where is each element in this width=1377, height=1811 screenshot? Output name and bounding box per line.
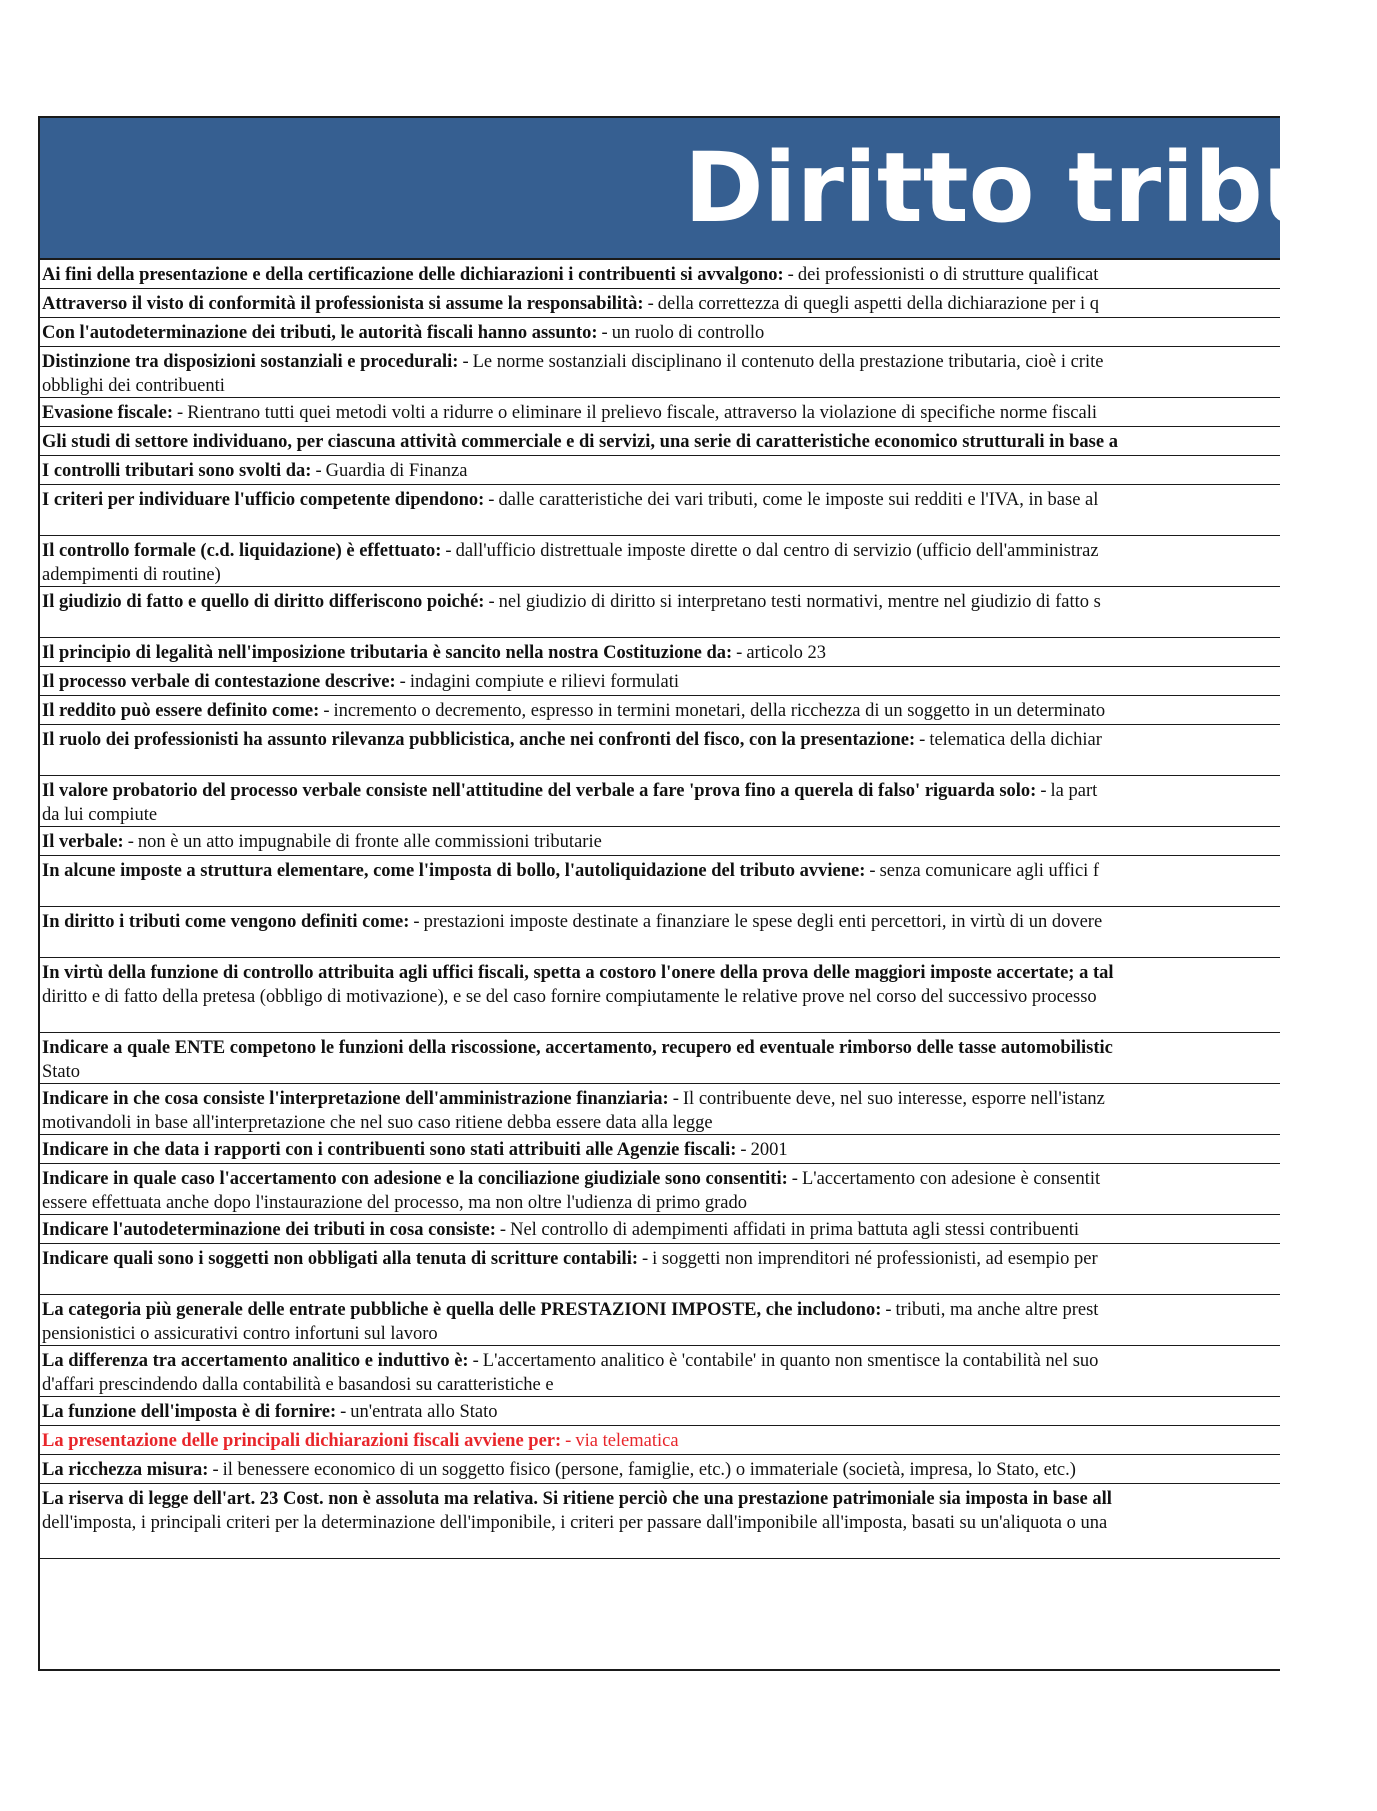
row-line [42,265,1098,285]
table-row [40,667,1280,696]
answer-text: 2001 [750,1140,788,1160]
row-line [42,1169,1100,1189]
answer-text: tributi, ma anche altre prest [895,1300,1099,1320]
answer-text: telematica della dichiar [929,730,1102,750]
row-line [42,701,1105,721]
answer-text: senza comunicare agli uffici f [879,861,1100,881]
answer-text: Il contribuente deve, nel suo interesse, esporre nell'istanz [682,1089,1105,1109]
separator: - [177,403,184,423]
answer-text: Rientrano tutti quei metodi volti a ridurre o eliminare il prelievo fiscale, attraverso la violazione di specifiche norme fiscali [187,403,1097,423]
row-line [42,403,1097,423]
table-row [40,456,1280,485]
answer-continuation: Stato [42,1062,81,1082]
row-line [42,1140,788,1160]
separator: - [399,672,406,692]
question-text: In virtù della funzione di controllo attribuita agli uffici fiscali, spetta a costoro l'onere della prova delle maggiori imposte accertate; a tal [42,963,1114,983]
question-text: Indicare in quale caso l'accertamento con adesione e la conciliazione giudiziale sono consentiti: [42,1169,788,1189]
separator: - [1040,781,1047,801]
table-row [40,587,1280,638]
row-line [42,1220,1079,1240]
separator: - [869,861,876,881]
separator: - [340,1402,347,1422]
separator: - [885,1300,892,1320]
separator: - [462,352,469,372]
separator: - [736,643,743,663]
row-line [42,294,1099,314]
row-line [42,1300,1098,1320]
row-line [42,912,1102,932]
row-line [42,1351,1098,1371]
question-text: Indicare l'autodeterminazione dei tributi in cosa consiste: [42,1220,496,1240]
answer-text: L'accertamento con adesione è consentit [801,1169,1101,1189]
table-row [40,1084,1280,1135]
answer-text: non è un atto impugnabile di fronte alle commissioni tributarie [137,832,602,852]
table-row [40,907,1280,958]
row-line [42,323,764,343]
question-text: Il principio di legalità nell'imposizione tributaria è sancito nella nostra Costituzione da: [42,643,733,663]
question-text: La riserva di legge dell'art. 23 Cost. non è assoluta ma relativa. Si ritiene perciò che una prestazione patrimoniale sia imposta in base all [42,1489,1112,1509]
answer-text: Guardia di Finanza [325,461,468,481]
question-text: Il ruolo dei professionisti ha assunto rilevanza pubblicistica, anche nei confronti del fisco, con la presentazione: [42,730,916,750]
answer-text: un ruolo di controllo [611,323,765,343]
question-text: Evasione fiscale: [42,403,174,423]
answer-text: nel giudizio di diritto si interpretano testi normativi, mentre nel giudizio di fatto s [498,592,1101,612]
table-row [40,696,1280,725]
row-line [42,1249,1098,1269]
question-text: Ai fini della presentazione e della certificazione delle dichiarazioni i contribuenti si avvalgono: [42,265,784,285]
table-row [40,1215,1280,1244]
table-row [40,856,1280,907]
row-line [42,1089,1105,1109]
row-line [42,963,1114,983]
table-row [40,347,1280,398]
page-title: Diritto tribut [684,132,1377,244]
row-line [42,1431,679,1451]
separator: - [472,1351,479,1371]
answer-text: Le norme sostanziali disciplinano il contenuto della prestazione tributaria, cioè i crite [472,352,1104,372]
question-text: Indicare in che cosa consiste l'interpretazione dell'amministrazione finanziaria: [42,1089,669,1109]
row-line [42,1489,1112,1509]
question-text: Il controllo formale (c.d. liquidazione) è effettuato: [42,541,442,561]
question-text: Indicare a quale ENTE competono le funzioni della riscossione, accertamento, recupero ed eventuale rimborso delle tasse automobilistic [42,1038,1113,1058]
answer-text: L'accertamento analitico è 'contabile' in quanto non smentisce la contabilità nel suo [482,1351,1099,1371]
table-row [40,827,1280,856]
question-text: Il valore probatorio del processo verbale consiste nell'attitudine del verbale a fare 'prova fino a querela di falso' riguarda solo: [42,781,1037,801]
table-row [40,1033,1280,1084]
row-line [42,1460,1076,1480]
table-row [40,1244,1280,1295]
question-text: Attraverso il visto di conformità il professionista si assume la responsabilità: [42,294,644,314]
separator: - [791,1169,798,1189]
separator: - [919,730,926,750]
separator: - [445,541,452,561]
table-row [40,1484,1280,1559]
title-banner [40,118,1377,260]
question-text: Il processo verbale di contestazione descrive: [42,672,396,692]
answer-text: un'entrata allo Stato [350,1402,498,1422]
table-row [40,776,1280,827]
row-line [42,643,826,663]
question-text: La differenza tra accertamento analitico e induttivo è: [42,1351,469,1371]
answer-continuation: dell'imposta, i principali criteri per la determinazione dell'imponibile, i criteri per passare dall'imponibile all'imposta, basati su un'aliquota o una [42,1513,1108,1533]
row-line [42,352,1103,372]
table-row [40,1346,1280,1397]
answer-continuation: diritto e di fatto della pretesa (obbligo di motivazione), e se del caso fornire compiutamente le relative prove nel corso del successivo processo [42,987,1097,1007]
answer-text: dalle caratteristiche dei vari tributi, come le imposte sui redditi e l'IVA, in base al [498,490,1099,510]
separator: - [787,265,794,285]
answer-continuation: pensionistici o assicurativi contro infortuni sul lavoro [42,1324,438,1344]
separator: - [127,832,134,852]
answer-continuation: essere effettuata anche dopo l'instaurazione del processo, ma non oltre l'udienza di primo grado [42,1193,747,1213]
answer-text: della correttezza di quegli aspetti della dichiarazione per i q [657,294,1099,314]
question-text: Distinzione tra disposizioni sostanziali e procedurali: [42,352,459,372]
answer-continuation: da lui compiute [42,805,158,825]
separator: - [672,1089,679,1109]
answer-continuation: motivandoli in base all'interpretazione che nel suo caso ritiene debba essere data alla legge [42,1113,713,1133]
question-text: La funzione dell'imposta è di fornire: [42,1402,337,1422]
separator: - [647,294,654,314]
question-text: La categoria più generale delle entrate pubbliche è quella delle PRESTAZIONI IMPOSTE, che includono: [42,1300,882,1320]
row-line [42,861,1099,881]
answer-text: dall'ufficio distrettuale imposte dirette o dal centro di servizio (ufficio dell'amministraz [455,541,1099,561]
answer-text: la part [1050,781,1098,801]
separator: - [315,461,322,481]
table-row [40,1426,1280,1455]
answer-text: prestazioni imposte destinate a finanziare le spese degli enti percettori, in virtù di un dovere [423,912,1103,932]
answer-text: incremento o decremento, espresso in termini monetari, della ricchezza di un soggetto in un determinato [333,701,1106,721]
separator: - [323,701,330,721]
table-row [40,958,1280,1033]
question-text: In diritto i tributi come vengono definiti come: [42,912,410,932]
table-row [40,398,1280,427]
question-text: In alcune imposte a struttura elementare, come l'imposta di bollo, l'autoliquidazione del tributo avviene: [42,861,866,881]
table-row [40,638,1280,667]
row-line [42,490,1098,510]
answer-text: indagini compiute e rilievi formulati [409,672,680,692]
separator: - [488,490,495,510]
row-line [42,781,1097,801]
question-text: Indicare quali sono i soggetti non obbligati alla tenuta di scritture contabili: [42,1249,638,1269]
row-line [42,672,679,692]
answer-text: Nel controllo di adempimenti affidati in prima battuta agli stessi contribuenti [510,1220,1080,1240]
row-line [42,432,1118,452]
answer-text: il benessere economico di un soggetto fisico (persone, famiglie, etc.) o immateriale (società, impresa, lo Stato, etc.) [222,1460,1076,1480]
row-line [42,1402,497,1422]
separator: - [740,1140,747,1160]
question-text: Con l'autodeterminazione dei tributi, le autorità fiscali hanno assunto: [42,323,598,343]
question-text: Il giudizio di fatto e quello di diritto differiscono poiché: [42,592,485,612]
table-row [40,1164,1280,1215]
question-text: Il reddito può essere definito come: [42,701,320,721]
rows-container [40,260,1280,1559]
row-line [42,832,602,852]
row-line [42,541,1099,561]
separator: - [565,1431,572,1451]
answer-text: i soggetti non imprenditori né professionisti, ad esempio per [652,1249,1098,1269]
row-line [42,1038,1113,1058]
answer-continuation: d'affari prescindendo dalla contabilità e basandosi su caratteristiche e [42,1375,554,1395]
table-row [40,1135,1280,1164]
row-line [42,461,467,481]
table-row [40,485,1280,536]
separator: - [601,323,608,343]
spreadsheet-sheet [38,116,1377,1671]
separator: - [413,912,420,932]
separator: - [642,1249,649,1269]
table-row [40,260,1280,289]
separator: - [488,592,495,612]
question-text: Gli studi di settore individuano, per ciascuna attività commerciale e di servizi, una serie di caratteristiche economico strutturali in base a [42,432,1118,452]
separator: - [499,1220,507,1240]
answer-text: articolo 23 [746,643,826,663]
answer-continuation: adempimenti di routine) [42,565,221,585]
answer-continuation: obblighi dei contribuenti [42,376,225,396]
answer-text: dei professionisti o di strutture qualificat [797,265,1099,285]
question-text: La ricchezza misura: [42,1460,209,1480]
table-row [40,318,1280,347]
separator: - [212,1460,219,1480]
answer-text: via telematica [575,1431,679,1451]
row-line [42,592,1101,612]
table-row [40,1397,1280,1426]
table-row [40,289,1280,318]
question-text: Il verbale: [42,832,124,852]
table-row [40,536,1280,587]
table-row [40,725,1280,776]
question-text: La presentazione delle principali dichiarazioni fiscali avviene per: [42,1431,562,1451]
table-row [40,1455,1280,1484]
question-text: I criteri per individuare l'ufficio competente dipendono: [42,490,485,510]
question-text: I controlli tributari sono svolti da: [42,461,312,481]
table-row [40,1295,1280,1346]
question-text: Indicare in che data i rapporti con i contribuenti sono stati attribuiti alle Agenzie fiscali: [42,1140,737,1160]
row-line [42,730,1102,750]
table-row [40,427,1280,456]
